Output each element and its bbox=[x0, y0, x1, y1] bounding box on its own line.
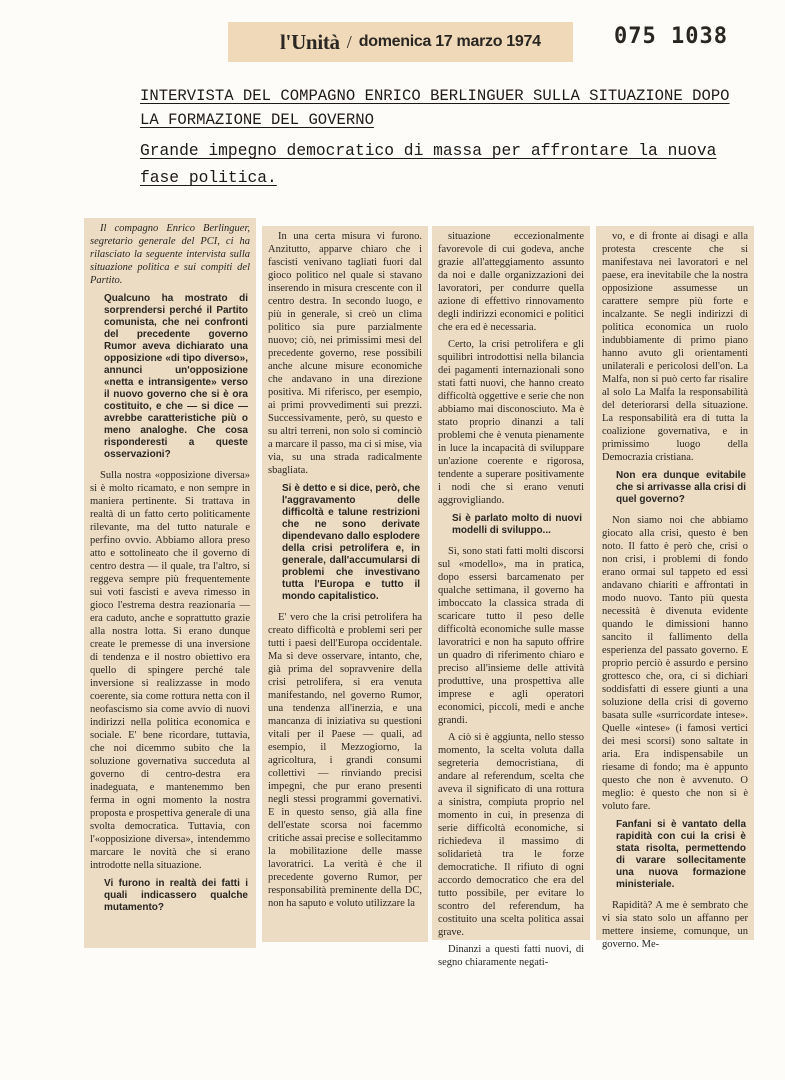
article-column-4 bbox=[596, 226, 754, 950]
interview-question: Si è detto e si dice, però, che l'aggravamento delle difficoltà e talune restrizioni che ne sono derivate dipendevano dallo esplodere della crisi petrolifera e, in generale, dall'accumularsi di problemi che investivano tutta l'Europa e tutto il mondo capitalistico. bbox=[282, 483, 420, 602]
interview-answer: Sì, sono stati fatti molti discorsi sul «modello», ma in pratica, dopo essersi barcamenato per qualche settimana, il governo ha imboccato la classica strada di scaricare tutto il peso delle difficoltà economiche sulle masse lavoratrici e non ha saputo offrire un quadro di riferimento chiaro e preciso all'insieme delle attività produttive, una prospettiva alle imprese e agli operatori economici, piccoli, medi e anche grandi. bbox=[438, 546, 584, 726]
typed-subheadline: Grande impegno democratico di massa per affrontare la nuova fase politica. bbox=[140, 141, 717, 187]
interview-question: Vi furono in realtà dei fatti i quali indicassero qualche mutamento? bbox=[104, 878, 248, 913]
interview-answer: Certo, la crisi petrolifera e gli squilibri introdottisi nella bilancia dei pagamenti internazionali sono stati fatti nuovi, che hanno creato difficoltà oggettive e serie che non abbiamo mai disconosciuto. Ma è stato proprio dinanzi a tali problemi che è venuta pienamente in luce la incapacità di sviluppare un'azione coerente e rigorosa, tendente a superare positivamente i nodi che si erano venuti aggrovigliando. bbox=[438, 339, 584, 506]
interview-question: Non era dunque evitabile che si arrivasse alla crisi di quel governo? bbox=[616, 470, 746, 505]
typed-headline: INTERVISTA DEL COMPAGNO ENRICO BERLINGUER SULLA SITUAZIONE DOPO LA FORMAZIONE DEL GOVERNO bbox=[140, 87, 730, 129]
interview-answer: vo, e di fronte ai disagi e alla protesta crescente che si manifestava nei lavoratori e nel paese, era inevitabile che la nostra opposizione assumesse un carattere sempre più forte e incalzante. Se negli indirizzi di politica economica un ruolo indubbiamente di primo piano hanno avuto gli orientamenti unilaterali e pericolosi dell'on. La Malfa, non si può certo far risalire al solo La Malfa la responsabilità del deteriorarsi della situazione. La responsabilità era di tutta la coalizione governativa, e in primissimo luogo della Democrazia cristiana. bbox=[602, 231, 748, 463]
interview-answer: situazione eccezionalmente favorevole di cui godeva, anche grazie all'atteggiamento assunto da noi e dalle organizzazioni dei lavoratori, per condurre quella azione di effettivo rinnovamento degli indirizzi economici e politici che era ed è necessaria. bbox=[438, 231, 584, 333]
interview-answer: Dinanzi a questi fatti nuovi, di segno chiaramente negati- bbox=[438, 944, 584, 968]
newspaper-masthead bbox=[228, 22, 573, 62]
article-column-3 bbox=[432, 226, 590, 968]
masthead-separator: / bbox=[346, 31, 352, 52]
interview-answer: Sulla nostra «opposizione diversa» si è molto ricamato, e non sempre in maniera pertinente. Si trattava in realtà di un fatto certo politicamente rilevante, ma del tutto naturale e perfino ovvio. Abbiamo allora preso atto e sottolineato che il governo di centro destra — il quale, tra l'altro, si reggeva sempre più frequentemente sui voti fascisti e aveva rimesso in gioco l'estrema destra reazionaria — era caduto, anche e soprattutto grazie alla nostra lotta. Si erano dunque create le premesse di una inversione di tendenza e il nostro obiettivo era quello di spingere perché tale inversione si realizzasse in modo coerente, sia come rottura netta con il neofascismo sia come avvio di nuovi indirizzi nella politica economica e sociale. E' bene ricordare, tuttavia, che noi dicemmo subito che la soluzione governativa succeduta al governo di centro-destra era inadeguata, e mantenemmo ben ferma in ogni momento la nostra proposta e prospettiva generale di una svolta democratica. Tuttavia, con l'«opposizione diversa», intendemmo marcare le novità che si erano introdotte nella situazione. bbox=[90, 470, 250, 871]
article-column-1 bbox=[84, 218, 256, 948]
publication-date: domenica 17 marzo 1974 bbox=[358, 33, 541, 50]
interview-question: Si è parlato molto di nuovi modelli di sviluppo... bbox=[452, 513, 582, 536]
interview-question: Qualcuno ha mostrato di sorprendersi perché il Partito comunista, che nei confronti del precedente governo Rumor aveva dichiarato una opposizione «di tipo diverso», annunci un'opposizione «netta e intransigente» verso il nuovo governo che si è ora costituito, e che — si dice — avrebbe caratteristiche più o meno analoghe. Che cosa risponderesti a queste osservazioni? bbox=[104, 293, 248, 460]
intro-paragraph: Il compagno Enrico Berlinguer, segretario generale del PCI, ci ha rilasciato la seguente intervista sulla situazione politica e sui compiti del Partito. bbox=[90, 223, 250, 286]
archive-code: 075 1038 bbox=[614, 24, 728, 49]
interview-answer: A ciò si è aggiunta, nello stesso momento, la scelta voluta dalla segreteria democristiana, di andare al referendum, scelta che aveva il significato di una rottura a sinistra, compiuta proprio nel momento in cui, in presenza di serie difficoltà economiche, si richiedeva il massimo di solidarietà tra le forze democratiche. Il rifiuto di ogni accordo democratico che era del tutto possibile, per evitare lo scontro del referendum, ha costituito una scelta politica assai grave. bbox=[438, 732, 584, 938]
interview-answer: Rapidità? A me è sembrato che vi sia stato solo un affanno per mettere insieme, comunque, un governo. Me- bbox=[602, 900, 748, 950]
interview-answer: E' vero che la crisi petrolifera ha creato difficoltà e problemi seri per tutti i paesi dell'Europa occidentale. Ma si deve osservare, intanto, che, già prima del sopravvenire della crisi petrolifera, si era venuta manifestando, nel governo Rumor, una tendenza all'inerzia, e una mancanza di iniziativa su questioni vitali per il Paese — quali, ad esempio, il Mezzogiorno, la agricoltura, i grandi consumi collettivi — rinviando precisi impegni, che pur erano presenti negli stessi programmi governativi. E in questo senso, già alla fine dell'estate scorsa noi facemmo critiche assai precise e sollecitammo la mobilitazione delle masse lavoratrici. La verità è che il precedente governo Rumor, per responsabilità preminente della DC, non ha saputo e voluto utilizzare la bbox=[268, 612, 422, 909]
article-column-2 bbox=[262, 226, 428, 942]
interview-answer: In una certa misura vi furono. Anzitutto, apparve chiaro che i fascisti venivano tagliati fuori dal gioco politico nel quale si stavano inserendo in misura crescente con il centro destra. In secondo luogo, e più in generale, si creò un clima politico sia pure parzialmente nuovo; ciò, nei primissimi mesi del precedente governo, rese possibili anche alcune misure economiche che andavano in una direzione positiva. Mi riferisco, per esempio, ai primi provvedimenti sui prezzi. Successivamente, però, su questo e su altri terreni, non solo si cominciò a marcare il passo, ma ci si mise, via via, su una strada radicalmente sbagliata. bbox=[268, 231, 422, 476]
interview-answer: Non siamo noi che abbiamo giocato alla crisi, questo è ben noto. Il fatto è però che, crisi o non crisi, i problemi di fondo erano ormai sul tappeto ed essi andavano chiariti e affrontati in modo nuovo. Tanto più questa necessità è divenuta evidente quando le dimissioni hanno sancito il fallimento della esperienza del passato governo. E proprio perciò è assurdo e persino grottesco che, ora, ci si dichiari soddisfatti di essere giunti a una soluzione della crisi di governo basata sulle «surricordate intese». Quelle «intese» (i famosi vertici dei mesi scorsi) sono saltate in aria. Era indispensabile un riesame di fondo; ma è appunto questo che non è avvenuto. O meglio: è questo che non si è voluto fare. bbox=[602, 515, 748, 812]
interview-question: Fanfani si è vantato della rapidità con cui la crisi è stata risolta, permettendo di varare sollecitamente una nuova formazione ministeriale. bbox=[616, 819, 746, 890]
newspaper-name: l'Unità bbox=[280, 29, 340, 54]
